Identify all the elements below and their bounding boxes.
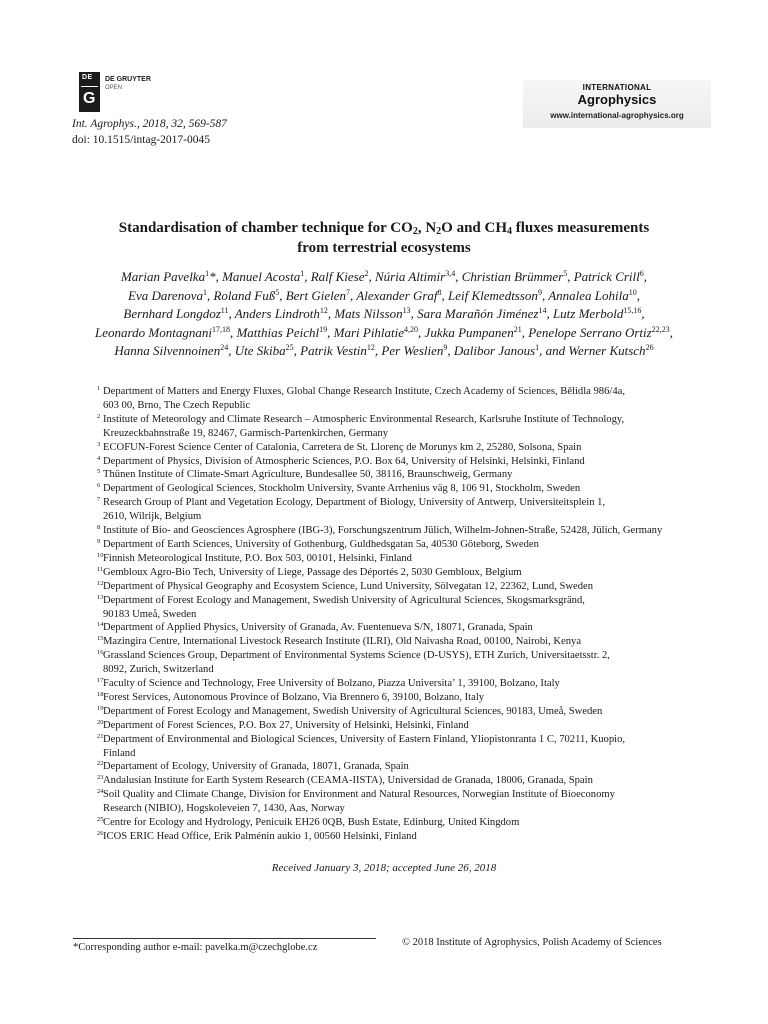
affiliation-text: Department of Applied Physics, University of Granada, Av. Fuentenueva S/N, 18071, Granada, Spain (103, 622, 533, 634)
affiliation-text: Department of Forest Sciences, P.O. Box 27, University of Helsinki, Helsinki, Finland (103, 719, 469, 731)
author-name: Núria Altimir (375, 269, 446, 284)
affiliation-number: 24 (97, 788, 104, 796)
affiliation-item (97, 580, 717, 594)
affiliation-text: 603 00, Brno, The Czech Republic (103, 399, 251, 411)
author-separator: *, (209, 269, 223, 284)
author-separator: , (447, 343, 454, 358)
author-line (50, 324, 718, 343)
author-name: Marian Pavelka (120, 269, 206, 284)
author-separator: , (327, 324, 334, 340)
author-separator: , (327, 306, 335, 321)
affiliation-number: 1 (97, 385, 101, 392)
paper-title (40, 218, 728, 258)
affiliation-item (97, 635, 717, 649)
title-text: O and CH (441, 220, 508, 236)
publisher-logo (79, 72, 153, 112)
author-separator: , (418, 324, 425, 340)
author-affiliation-marker: 21 (513, 324, 522, 334)
author-name: Bernhard Longdoz (123, 306, 221, 321)
affiliation-text: Department of Physical Geography and Ecosystem Science, Lund University, Sölvegatan 12, 22362, Lund, Sweden (103, 580, 594, 592)
affiliation-text: Department of Forest Ecology and Management, Swedish University of Agricultural Sciences, 90183, Umeå, Sweden (103, 705, 603, 717)
affiliation-number: 6 (97, 482, 101, 490)
affiliation-item (97, 621, 717, 635)
affiliation-number: 13 (97, 593, 104, 601)
affiliation-text: Finland (103, 747, 136, 759)
affiliation-text: 90183 Umeå, Sweden (103, 608, 197, 620)
author-affiliation-marker: 4,20 (404, 324, 419, 334)
affiliation-number: 11 (97, 565, 104, 573)
author-affiliation-marker: 15,16 (623, 306, 642, 315)
author-separator: , (441, 287, 449, 303)
affiliation-number: 4 (97, 454, 101, 462)
affiliation-number: 14 (97, 621, 104, 629)
author-affiliation-marker: 2 (364, 269, 369, 278)
author-name: Roland Fuß (213, 287, 276, 303)
author-separator: , (643, 269, 648, 284)
title-line-2: from terrestrial ecosystems (297, 240, 471, 256)
author-name: Ute Skiba (234, 343, 286, 358)
affiliation-list (97, 385, 717, 844)
affiliation-text: Finnish Meteorological Institute, P.O. Box 503, 00101, Helsinki, Finland (103, 552, 412, 564)
author-name: Jukka Pumpanen (424, 324, 514, 340)
affiliation-item (97, 482, 717, 496)
affiliation-item (97, 496, 717, 524)
affiliation-text: Department of Physics, Division of Atmospheric Sciences, P.O. Box 64, University of Helsinki, Helsinki, Finland (103, 455, 585, 467)
author-affiliation-marker: 9 (443, 343, 448, 352)
author-name: Manuel Acosta (222, 269, 301, 284)
affiliation-number: 8 (97, 524, 101, 532)
author-line (50, 268, 718, 287)
author-affiliation-marker: 5 (563, 269, 568, 278)
affiliation-number: 22 (97, 760, 104, 768)
title-text: , N (417, 220, 437, 236)
affiliation-text: Department of Matters and Energy Fluxes, Global Change Research Institute, Czech Academy of Sciences, Bělidla 986/4a, (103, 386, 625, 397)
affiliation-item (97, 705, 717, 719)
affiliation-item (97, 538, 717, 552)
author-affiliation-marker: 3,4 (445, 269, 456, 278)
affiliation-text: Department of Forest Ecology and Management, Swedish University of Agricultural Sciences, Skogsmarksgränd, (103, 594, 585, 606)
author-affiliation-marker: 17,18 (211, 324, 230, 334)
affiliation-text: Faculty of Science and Technology, Free University of Bolzano, Piazza Universita’ 1, 39100, Bolzano, Italy (103, 678, 560, 690)
affiliation-item (97, 413, 717, 441)
affiliation-item (97, 649, 717, 677)
author-affiliation-marker: 1 (535, 343, 540, 352)
title-subscript: 4 (507, 226, 513, 237)
title-subscript: 2 (436, 226, 442, 237)
author-affiliation-marker: 19 (319, 324, 328, 334)
publisher-sub: OPEN (105, 85, 123, 91)
affiliation-item (97, 691, 717, 705)
affiliation-number: 10 (97, 551, 104, 559)
affiliation-text: Research Group of Plant and Vegetation Ecology, Department of Biology, University of Antwerp, Universiteitsplein 1, (103, 497, 606, 509)
affiliation-number: 18 (97, 690, 104, 698)
author-separator: , (229, 324, 237, 340)
affiliation-item (97, 774, 717, 788)
author-name: Lutz Merbold (552, 306, 624, 321)
journal-logo-line1: INTERNATIONAL (582, 83, 652, 92)
affiliation-text: Centre for Ecology and Hydrology, Penicuik EH26 0QB, Bush Estate, Edinburg, United Kingdom (103, 817, 520, 829)
journal-logo (523, 80, 711, 128)
author-affiliation-marker: 8 (437, 287, 442, 297)
publisher-logo-letters: DE (82, 74, 93, 81)
affiliation-item (97, 677, 717, 691)
affiliation-text: Thünen Institute of Climate-Smart Agriculture, Bundesallee 50, 38116, Braunschweig, Germany (103, 469, 513, 481)
affiliation-text: Forest Services, Autonomous Province of Bolzano, Via Brennero 6, 39100, Bolzano, Italy (103, 691, 485, 703)
author-affiliation-marker: 1 (300, 269, 305, 278)
author-line (50, 305, 718, 324)
journal-logo-name: Agrophysics (577, 92, 657, 107)
author-name: Eva Darenova (128, 287, 203, 303)
affiliation-item (97, 524, 717, 538)
author-affiliation-marker: 12 (319, 306, 328, 315)
author-affiliation-marker: 1 (202, 287, 207, 297)
author-name: Leif Klemedtsson (448, 287, 538, 303)
affiliation-number: 12 (97, 579, 104, 587)
affiliation-item (97, 788, 717, 816)
affiliation-text: Institute of Meteorology and Climate Research – Atmospheric Environmental Research, Karlsruhe Institute of Technology, (103, 413, 625, 425)
affiliation-number: 21 (97, 732, 104, 740)
affiliation-text: Departament of Ecology, University of Granada, 18071, Granada, Spain (103, 761, 409, 773)
author-affiliation-marker: 7 (346, 287, 351, 297)
affiliation-text: Department of Geological Sciences, Stockholm University, Svante Arrhenius väg 8, 106 91, Stockholm, Sweden (103, 483, 581, 495)
affiliation-number: 3 (97, 440, 101, 448)
author-list (50, 268, 718, 361)
title-line-1 (40, 218, 728, 238)
author-name: Matthias Peichl (236, 324, 320, 340)
corresponding-author-footnote: *Corresponding author e-mail: pavelka.m@czechglobe.cz (73, 942, 318, 953)
author-separator: , (350, 287, 357, 303)
affiliation-item (97, 733, 717, 761)
author-separator: , (669, 324, 673, 340)
author-separator: , (228, 306, 235, 321)
title-subscript: 2 (412, 226, 418, 237)
affiliation-item (97, 760, 717, 774)
affiliation-item (97, 830, 717, 844)
affiliation-text: ICOS ERIC Head Office, Erik Palménin aukio 1, 00560 Helsinki, Finland (103, 831, 417, 842)
affiliation-item (97, 385, 717, 413)
author-name: Werner Kutsch (568, 343, 646, 358)
affiliation-text: Institute of Bio- and Geosciences Agrosphere (IBG-3), Forschungszentrum Jülich, Wilhelm-Johnen-Straße, 52428, Jülich, Germany (103, 525, 663, 537)
affiliation-text: Department of Earth Sciences, University of Gothenburg, Guldhedsgatan 5a, 40530 Göteborg, Sweden (103, 538, 539, 550)
author-separator: , (410, 306, 418, 321)
author-name: Hanna Silvennoinen (114, 343, 221, 358)
author-affiliation-marker: 13 (402, 306, 411, 315)
affiliation-number: 2 (97, 412, 101, 420)
publisher-logo-mark (79, 72, 100, 112)
affiliation-number: 7 (97, 496, 101, 504)
received-date: Received January 3, 2018; accepted June 26, 2018 (271, 862, 497, 874)
author-affiliation-marker: 25 (285, 343, 294, 352)
author-name: Leonardo Montagnani (95, 324, 212, 340)
publisher-name: DE GRUYTER (105, 76, 151, 83)
author-name: Bert Gielen (285, 287, 347, 303)
affiliation-number: 17 (97, 677, 104, 685)
affiliation-number: 20 (97, 718, 104, 726)
author-line (50, 287, 718, 306)
affiliation-number: 9 (97, 537, 101, 545)
affiliation-text: ECOFUN-Forest Science Center of Catalonia, Carretera de St. Llorenç de Morunys km 2, 25280, Solsona, Spain (103, 441, 582, 453)
affiliation-item (97, 594, 717, 622)
affiliation-text: Kreuzeckbahnstraße 19, 82467, Garmisch-Partenkirchen, Germany (103, 427, 389, 439)
author-name: Penelope Serrano Ortiz (528, 324, 652, 340)
author-separator: , (374, 343, 382, 358)
author-name: Sara Marañón Jiménez (417, 306, 539, 321)
author-name: Patrik Vestin (300, 343, 367, 358)
affiliation-text: Mazingira Centre, International Livestock Research Institute (ILRI), Old Naivasha Road, 00100, Nairobi, Kenya (103, 636, 582, 648)
author-separator: , (567, 269, 574, 284)
doi: doi: 10.1515/intag-2017-0045 (72, 134, 210, 146)
affiliation-number: 5 (97, 468, 101, 476)
affiliation-item (97, 719, 717, 733)
author-separator: , (206, 287, 214, 303)
affiliation-number: 16 (97, 649, 104, 657)
author-affiliation-marker: 1 (205, 269, 210, 278)
author-name: Patrick Crill (573, 269, 640, 284)
affiliation-item (97, 816, 717, 830)
author-affiliation-marker: 10 (628, 287, 637, 297)
author-separator: , (521, 324, 529, 340)
affiliation-item (97, 441, 717, 455)
author-separator: , (293, 343, 301, 358)
author-separator: , (455, 269, 462, 284)
affiliation-text: Department of Environmental and Biological Sciences, University of Eastern Finland, Yliopistonranta 1 C, 70211, Kuopio, (103, 733, 626, 745)
footnote-rule (73, 938, 376, 939)
affiliation-text: 8092, Zurich, Switzerland (103, 664, 214, 676)
author-separator: , (641, 306, 645, 321)
author-affiliation-marker: 12 (366, 343, 375, 352)
author-separator: , (228, 343, 235, 358)
author-name: Per Weslien (381, 343, 444, 358)
author-separator: , (541, 287, 549, 303)
author-name: Anders Lindroth (234, 306, 320, 321)
affiliation-item (97, 455, 717, 469)
author-name: Christian Brümmer (461, 269, 564, 284)
affiliation-text: Grassland Sciences Group, Department of Environmental Systems Science (D-USYS), ETH Zurich, Universitaetsstr. 2, (103, 650, 610, 662)
affiliation-item (97, 552, 717, 566)
author-separator: , (546, 306, 553, 321)
affiliation-text: Soil Quality and Climate Change, Division for Environment and Natural Resources, Norwegian Institute of Bioeconomy (103, 789, 615, 801)
author-name: Annalea Lohila (548, 287, 629, 303)
author-name: Mats Nilsson (334, 306, 403, 321)
affiliation-text: Andalusian Institute for Earth System Research (CEAMA-IISTA), Universidad de Granada, 18006, Granada, Spain (103, 775, 593, 787)
author-separator: , (279, 287, 286, 303)
affiliation-item (97, 566, 717, 580)
author-affiliation-marker: 26 (645, 343, 654, 352)
affiliation-text: Gembloux Agro-Bio Tech, University of Liege, Passage des Déportés 2, 5030 Gembloux, Belgium (103, 566, 522, 578)
affiliation-number: 25 (97, 816, 104, 824)
affiliation-text: Research (NIBIO), Hogskoleveien 7, 1430, Aas, Norway (103, 803, 345, 815)
journal-logo-url: www.international-agrophysics.org (550, 111, 684, 120)
affiliation-number: 26 (97, 830, 104, 837)
affiliation-number: 19 (97, 704, 104, 712)
affiliation-item (97, 468, 717, 482)
publisher-logo-divider (81, 86, 98, 87)
affiliation-text: 2610, Wilrijk, Belgium (103, 511, 202, 523)
author-name: Dalibor Janous (453, 343, 536, 358)
author-separator: , and (539, 343, 569, 358)
author-separator: , (368, 269, 375, 284)
publisher-logo-letter: G (83, 90, 96, 107)
affiliation-number: 23 (97, 774, 104, 782)
title-text: Standardisation of chamber technique for CO (118, 220, 413, 236)
author-affiliation-marker: 5 (275, 287, 280, 297)
title-text: fluxes measurements (512, 220, 650, 236)
author-affiliation-marker: 6 (639, 269, 644, 278)
author-line (50, 342, 718, 361)
author-affiliation-marker: 22,23 (651, 324, 670, 334)
citation: Int. Agrophys., 2018, 32, 569-587 (72, 118, 227, 130)
copyright-notice: © 2018 Institute of Agrophysics, Polish Academy of Sciences (402, 937, 662, 948)
author-separator: , (636, 287, 640, 303)
author-name: Alexander Graf (356, 287, 438, 303)
author-affiliation-marker: 24 (220, 343, 229, 352)
author-name: Ralf Kiese (310, 269, 365, 284)
affiliation-number: 15 (97, 635, 104, 643)
author-name: Mari Pihlatie (333, 324, 405, 340)
author-affiliation-marker: 14 (538, 306, 547, 315)
author-affiliation-marker: 9 (537, 287, 542, 297)
author-separator: , (304, 269, 311, 284)
author-affiliation-marker: 11 (220, 306, 229, 315)
